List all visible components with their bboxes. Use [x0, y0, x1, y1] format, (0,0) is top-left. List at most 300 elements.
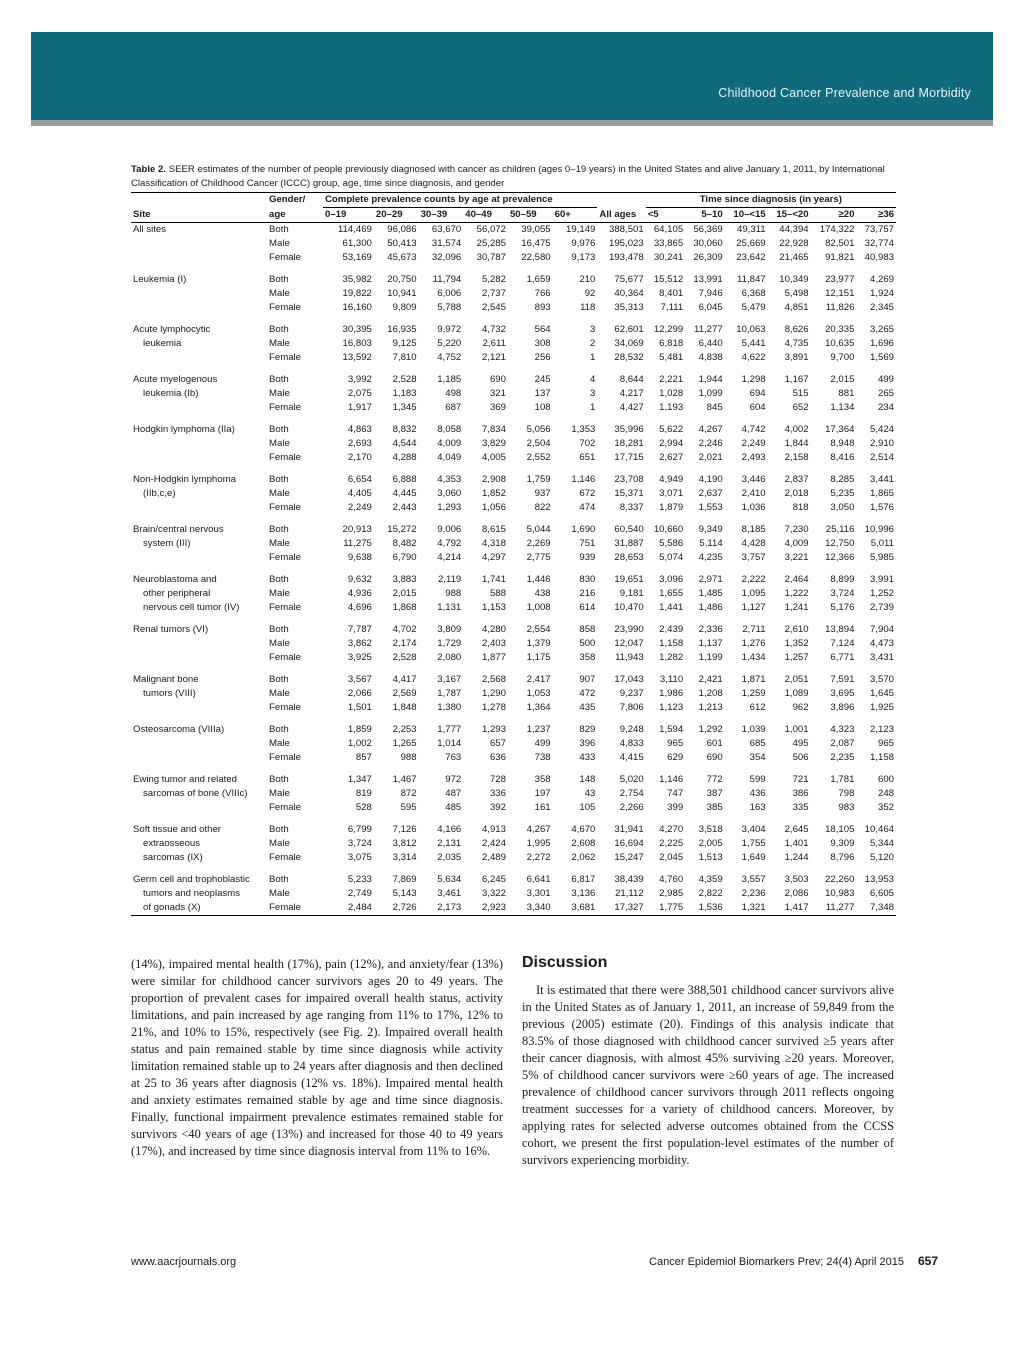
value-cell: 11,794	[432, 274, 462, 285]
value-cell: 16,803	[342, 338, 372, 349]
value-cell: 6,006	[437, 288, 462, 299]
value-cell: 7,806	[619, 702, 644, 713]
gender-cell: Female	[269, 352, 301, 363]
value-cell: 3,322	[481, 888, 506, 899]
value-cell: 19,822	[342, 288, 372, 299]
value-cell: 515	[792, 388, 809, 399]
value-cell: 1,053	[526, 688, 551, 699]
value-cell: 40,364	[614, 288, 644, 299]
value-cell: 5,622	[659, 424, 684, 435]
value-cell: 7,591	[830, 674, 855, 685]
value-cell: 2,908	[481, 474, 506, 485]
value-cell: 2,417	[526, 674, 551, 685]
value-cell: 1,995	[526, 838, 551, 849]
value-cell: 1,293	[481, 724, 506, 735]
gender-cell: Both	[269, 474, 289, 485]
value-cell: 2,121	[481, 352, 506, 363]
value-cell: 5,586	[659, 538, 684, 549]
table-row	[131, 737, 896, 751]
value-cell: 1,039	[741, 724, 766, 735]
value-cell: 63,670	[431, 224, 462, 235]
value-cell: 8,832	[392, 424, 417, 435]
value-cell: 8,626	[784, 324, 809, 335]
value-cell: 528	[355, 802, 372, 813]
value-cell: 12,750	[825, 538, 855, 549]
value-cell: 2,005	[698, 838, 723, 849]
value-cell: 2,221	[659, 374, 684, 385]
value-cell: 1,056	[481, 502, 506, 513]
gender-cell: Female	[267, 901, 323, 916]
value-cell: 3,862	[347, 638, 372, 649]
value-cell: 3,925	[347, 652, 372, 663]
gender-cell: Male	[269, 888, 290, 899]
value-cell: 595	[400, 802, 417, 813]
value-cell: 1,183	[392, 388, 417, 399]
value-cell: 600	[877, 774, 894, 785]
value-cell: 1,865	[869, 488, 894, 499]
value-cell: 972	[445, 774, 462, 785]
value-cell: 7,904	[869, 624, 894, 635]
value-cell: 2,253	[392, 724, 417, 735]
value-cell: 4,009	[784, 538, 809, 549]
value-cell: 1,213	[698, 702, 723, 713]
value-cell: 690	[489, 374, 506, 385]
value-cell: 495	[792, 738, 809, 749]
table-row	[131, 573, 896, 587]
value-cell: 234	[877, 402, 894, 413]
value-cell: 4,009	[437, 438, 462, 449]
value-cell: 35,313	[614, 302, 644, 313]
value-cell: 1,158	[869, 752, 894, 763]
value-cell: 5,114	[699, 538, 723, 549]
value-cell: 564	[534, 324, 551, 335]
value-cell: 4,280	[481, 624, 506, 635]
value-cell: 352	[877, 802, 894, 813]
value-cell: 15,247	[614, 852, 644, 863]
value-cell: 738	[534, 752, 551, 763]
value-cell: 601	[706, 738, 723, 749]
value-cell: 9,248	[619, 724, 644, 735]
value-cell: 829	[579, 724, 596, 735]
value-cell: 4,405	[347, 488, 372, 499]
value-cell: 30,060	[693, 238, 723, 249]
value-cell: 1,741	[481, 574, 506, 585]
value-cell: 500	[579, 638, 596, 649]
value-cell: 35,982	[342, 274, 372, 285]
group-spacer	[131, 415, 896, 423]
value-cell: 2,985	[659, 888, 684, 899]
table-row	[131, 387, 896, 401]
table-row	[131, 287, 896, 301]
value-cell: 2,403	[481, 638, 506, 649]
value-cell: 2,015	[830, 374, 855, 385]
gender-cell: Female	[269, 702, 301, 713]
value-cell: 8,644	[619, 374, 644, 385]
value-cell: 3,695	[830, 688, 855, 699]
value-cell: 487	[445, 788, 462, 799]
value-cell: 118	[580, 302, 596, 313]
value-cell: 763	[445, 752, 462, 763]
value-cell: 436	[749, 788, 766, 799]
value-cell: 1,123	[659, 702, 684, 713]
value-cell: 174,322	[819, 224, 855, 235]
value-cell: 1,844	[784, 438, 809, 449]
value-cell: 248	[877, 788, 894, 799]
value-cell: 881	[838, 388, 855, 399]
value-cell: 4,297	[481, 552, 506, 563]
value-cell: 5,220	[437, 338, 462, 349]
value-cell: 798	[838, 788, 855, 799]
value-cell: 1,690	[571, 524, 596, 535]
value-cell: 4,544	[392, 438, 417, 449]
header-band	[31, 32, 993, 120]
table-row	[131, 837, 896, 851]
site-label: Leukemia (I)	[133, 274, 187, 285]
value-cell: 939	[579, 552, 596, 563]
group-spacer	[131, 715, 896, 723]
value-cell: 6,888	[392, 474, 417, 485]
value-cell: 612	[749, 702, 766, 713]
footer-citation: Cancer Epidemiol Biomarkers Prev; 24(4) April 2015	[649, 1256, 904, 1268]
value-cell: 9,181	[619, 588, 644, 599]
value-cell: 11,943	[615, 652, 644, 663]
value-cell: 56,369	[693, 224, 723, 235]
value-cell: 3,809	[437, 624, 462, 635]
value-cell: 5,282	[481, 274, 506, 285]
value-cell: 1,259	[741, 688, 766, 699]
value-cell: 9,638	[347, 552, 372, 563]
value-cell: 2,066	[347, 688, 372, 699]
value-cell: 1,859	[347, 724, 372, 735]
value-cell: 1,649	[741, 852, 766, 863]
value-cell: 392	[489, 802, 506, 813]
value-cell: 1,290	[481, 688, 506, 699]
value-cell: 1,645	[869, 688, 894, 699]
table-row	[131, 723, 896, 737]
value-cell: 3,724	[347, 838, 372, 849]
value-cell: 23,708	[614, 474, 644, 485]
gender-cell: Female	[269, 752, 301, 763]
site-label	[131, 501, 267, 515]
value-cell: 4,622	[741, 352, 766, 363]
value-cell: 3,265	[869, 324, 894, 335]
value-cell: 3,404	[741, 824, 766, 835]
value-cell: 30,787	[476, 252, 506, 263]
table-body	[131, 223, 896, 916]
value-cell: 18,281	[614, 438, 644, 449]
value-cell: 7,834	[481, 424, 506, 435]
column-header: 15–<20	[768, 208, 811, 223]
value-cell: 8,899	[830, 574, 855, 585]
column-header: 5–10	[685, 208, 724, 223]
value-cell: 4,415	[619, 752, 644, 763]
value-cell: 435	[579, 702, 596, 713]
group-spacer	[131, 265, 896, 273]
left-column-text: (14%), impaired mental health (17%), pain (12%), and anxiety/fear (13%) were similar for childhood cancer survivors ages 20 to 49 years. The proportion of prevalent cases for impaired overall health status, activity limitations, and pain increased by age ranging from 11% to 17%, 12% to 21%, and 10% to 15%, respectively (see Fig. 2). Impaired overall health status and pain remained stable by time since diagnosis while activity limitation remained stable up to 24 years after diagnosis and then declined at 25 to 36 years after diagnosis (12% vs. 18%). Impaired mental health and anxiety estimates remained stable by age and time since diagnosis. Finally, functional impairment prevalence estimates remained stable for survivors <40 years of age (13%) and increased for those 40 to 49 years (17%), and increased by time since diagnosis interval from 11% to 16%.	[131, 957, 503, 1158]
value-cell: 22,580	[521, 252, 551, 263]
site-label: All sites	[133, 224, 167, 235]
value-cell: 937	[534, 488, 551, 499]
value-cell: 1,787	[437, 688, 462, 699]
value-cell: 1,576	[869, 502, 894, 513]
value-cell: 1,379	[526, 638, 551, 649]
value-cell: 3,991	[869, 574, 894, 585]
column-header: ≥20	[811, 208, 857, 223]
gender-cell: Female	[269, 502, 301, 513]
value-cell: 197	[534, 788, 551, 799]
table-row	[131, 323, 896, 337]
value-cell: 4,949	[659, 474, 684, 485]
value-cell: 2,910	[869, 438, 894, 449]
value-cell: 5,044	[526, 524, 551, 535]
value-cell: 1,185	[437, 374, 462, 385]
value-cell: 8,416	[830, 452, 855, 463]
value-cell: 2,170	[347, 452, 372, 463]
value-cell: 1,655	[659, 588, 684, 599]
value-cell: 3,570	[869, 674, 894, 685]
value-cell: 498	[445, 388, 462, 399]
value-cell: 1,879	[659, 502, 684, 513]
value-cell: 9,349	[698, 524, 723, 535]
site-label: Soft tissue and other	[133, 824, 221, 835]
running-title: Childhood Cancer Prevalence and Morbidity	[718, 86, 971, 100]
value-cell: 20,335	[825, 324, 855, 335]
value-cell: 6,799	[347, 824, 372, 835]
value-cell: 25,116	[825, 524, 855, 535]
value-cell: 8,401	[659, 288, 684, 299]
value-cell: 11,826	[825, 302, 855, 313]
value-cell: 4,359	[698, 874, 723, 885]
value-cell: 2,749	[347, 888, 372, 899]
table-row	[131, 823, 896, 837]
value-cell: 1,008	[526, 602, 551, 613]
value-cell: 137	[534, 388, 551, 399]
value-cell: 2	[590, 338, 596, 349]
value-cell: 3,557	[741, 874, 766, 885]
value-cell: 1,775	[646, 901, 685, 916]
value-cell: 4,670	[571, 824, 596, 835]
value-cell: 2,489	[481, 852, 506, 863]
site-label	[131, 237, 267, 251]
value-cell: 12,151	[825, 288, 855, 299]
value-cell: 9,173	[571, 252, 596, 263]
value-cell: 1,028	[659, 388, 684, 399]
value-cell: 105	[579, 802, 596, 813]
value-cell: 2,345	[869, 302, 894, 313]
site-label: Neuroblastoma and	[133, 574, 217, 585]
site-label: Hodgkin lymphoma (IIa)	[133, 424, 235, 435]
value-cell: 3,681	[553, 901, 598, 916]
value-cell: 16,935	[387, 324, 417, 335]
value-cell: 1,321	[725, 901, 768, 916]
site-label	[131, 251, 267, 265]
value-cell: 40,983	[864, 252, 894, 263]
site-label: sarcomas (IX)	[143, 852, 203, 863]
value-cell: 1,137	[698, 638, 723, 649]
value-cell: 1,594	[659, 724, 684, 735]
value-cell: 4,936	[347, 588, 372, 599]
value-cell: 3,829	[481, 438, 506, 449]
value-cell: 2,045	[659, 852, 684, 863]
value-cell: 9,632	[347, 574, 372, 585]
gender-cell: Female	[269, 552, 301, 563]
value-cell: 1,924	[869, 288, 894, 299]
value-cell: 2,528	[392, 652, 417, 663]
value-cell: 5,235	[830, 488, 855, 499]
value-cell: 721	[792, 774, 809, 785]
value-cell: 5,424	[869, 424, 894, 435]
column-header: 40–49	[463, 208, 508, 223]
table-row	[131, 651, 896, 665]
value-cell: 1,345	[392, 402, 417, 413]
value-cell: 10,941	[387, 288, 417, 299]
value-cell: 4,702	[392, 624, 417, 635]
value-cell: 1,569	[869, 352, 894, 363]
gender-header: Gender/	[267, 193, 323, 208]
value-cell: 1,848	[392, 702, 417, 713]
discussion-heading: Discussion	[522, 954, 608, 971]
table-header-row-1	[131, 193, 896, 208]
table-row	[131, 551, 896, 565]
value-cell: 1,417	[768, 901, 811, 916]
value-cell: 4	[590, 374, 596, 385]
value-cell: 6,368	[741, 288, 766, 299]
group-spacer	[131, 515, 896, 523]
value-cell: 256	[534, 352, 551, 363]
value-cell: 3,340	[508, 901, 553, 916]
gender-cell: Male	[269, 738, 290, 749]
gender-cell: Male	[269, 388, 290, 399]
value-cell: 3,301	[526, 888, 551, 899]
value-cell: 31,941	[614, 824, 644, 835]
gender-cell: Male	[269, 838, 290, 849]
gender-cell: Both	[269, 874, 289, 885]
value-cell: 988	[400, 752, 417, 763]
value-cell: 2,737	[481, 288, 506, 299]
value-cell: 2,015	[392, 588, 417, 599]
value-cell: 822	[534, 502, 551, 513]
gender-cell: Both	[269, 374, 289, 385]
value-cell: 3	[590, 324, 596, 335]
value-cell: 4,190	[698, 474, 723, 485]
value-cell: 433	[579, 752, 596, 763]
value-cell: 2,923	[463, 901, 508, 916]
value-cell: 60,540	[614, 524, 644, 535]
table-row	[131, 251, 896, 265]
site-label: tumors and neoplasms	[143, 888, 241, 899]
value-cell: 1,696	[869, 338, 894, 349]
value-cell: 28,532	[614, 352, 644, 363]
value-cell: 8,058	[437, 424, 462, 435]
discussion-text: It is estimated that there were 388,501 childhood cancer survivors alive in the United States as of January 1, 2011, an increase of 59,849 from the previous (2005) estimate (20). Findings of this analysis indicate that 83.5% of those diagnosed with childhood cancer survived ≥5 years after their cancer diagnosis, with almost 45% surviving ≥20 years. Moreover, 5% of childhood cancer survivors were ≥60 years of age. The increased prevalence of childhood cancer survivors through 2011 reflects ongoing treatment successes for a variety of childhood cancers. Moreover, by applying rates for selected adverse outcomes obtained from the CCSS cohort, we present the first population-level estimates of the number of survivors experiencing morbidity.	[522, 983, 894, 1167]
table-row	[131, 523, 896, 537]
value-cell: 588	[489, 588, 506, 599]
table-row	[131, 901, 896, 916]
value-cell: 5,074	[659, 552, 684, 563]
site-label: Ewing tumor and related	[133, 774, 237, 785]
value-cell: 1,852	[481, 488, 506, 499]
footer-url: www.aacrjournals.org	[131, 1256, 237, 1268]
value-cell: 193,478	[609, 252, 644, 263]
value-cell: 23,990	[614, 624, 644, 635]
table-row	[131, 487, 896, 501]
table-caption	[131, 163, 901, 191]
value-cell: 1,380	[437, 702, 462, 713]
value-cell: 1,781	[830, 774, 855, 785]
value-cell: 12,047	[614, 638, 644, 649]
value-cell: 6,605	[869, 888, 894, 899]
value-cell: 1,131	[437, 602, 462, 613]
value-cell: 23,642	[736, 252, 766, 263]
value-cell: 728	[489, 774, 506, 785]
value-cell: 1,208	[698, 688, 723, 699]
value-cell: 13,991	[693, 274, 723, 285]
value-cell: 6,818	[659, 338, 684, 349]
value-cell: 1,293	[437, 502, 462, 513]
value-cell: 7,810	[392, 352, 417, 363]
value-cell: 1,237	[526, 724, 551, 735]
site-label	[131, 551, 267, 565]
value-cell: 4,214	[437, 552, 462, 563]
value-cell: 636	[489, 752, 506, 763]
value-cell: 2,086	[784, 888, 809, 899]
site-label: Renal tumors (VI)	[133, 624, 209, 635]
site-label: of gonads (X)	[131, 901, 267, 916]
gender-cell: Both	[269, 324, 289, 335]
value-cell: 2,235	[830, 752, 855, 763]
value-cell: 39,055	[521, 224, 551, 235]
value-cell: 16,475	[521, 238, 551, 249]
time-group-header: Time since diagnosis (in years)	[646, 193, 896, 208]
value-cell: 335	[792, 802, 809, 813]
value-cell: 1,925	[869, 702, 894, 713]
value-cell: 6,817	[571, 874, 596, 885]
value-cell: 1,241	[784, 602, 809, 613]
page-number: 657	[917, 1254, 938, 1268]
value-cell: 819	[355, 788, 372, 799]
value-cell: 599	[749, 774, 766, 785]
value-cell: 1,257	[784, 652, 809, 663]
value-cell: 1,513	[698, 852, 723, 863]
gender-cell: Both	[269, 424, 289, 435]
value-cell: 2,119	[437, 574, 462, 585]
value-cell: 6,641	[526, 874, 551, 885]
table-row	[131, 373, 896, 387]
table-row	[131, 501, 896, 515]
site-label: Acute lymphocytic	[133, 324, 211, 335]
value-cell: 4,269	[869, 274, 894, 285]
column-header: 20–29	[374, 208, 419, 223]
value-cell: 3,441	[869, 474, 894, 485]
value-cell: 672	[579, 488, 596, 499]
value-cell: 1,986	[659, 688, 684, 699]
value-cell: 108	[534, 402, 551, 413]
value-cell: 1,434	[741, 652, 766, 663]
value-cell: 1,298	[741, 374, 766, 385]
value-cell: 5,634	[437, 874, 462, 885]
column-header: 60+	[553, 208, 598, 223]
site-label: Malignant bone	[133, 674, 199, 685]
gender-cell: Male	[269, 238, 290, 249]
value-cell: 1,755	[741, 838, 766, 849]
site-label	[131, 451, 267, 465]
value-cell: 1,553	[698, 502, 723, 513]
value-cell: 845	[706, 402, 723, 413]
value-cell: 1,485	[698, 588, 723, 599]
table-row	[131, 223, 896, 238]
value-cell: 614	[579, 602, 596, 613]
value-cell: 2,249	[347, 502, 372, 513]
